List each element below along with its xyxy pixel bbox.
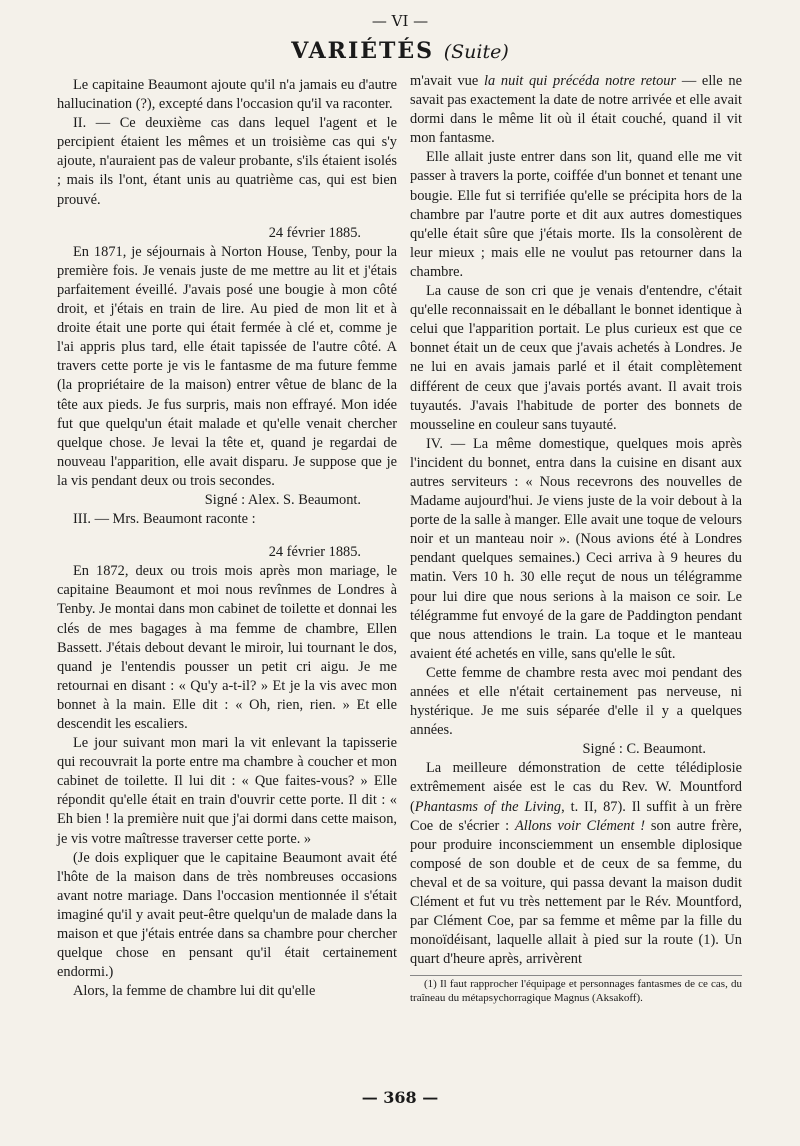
signature: Signé : C. Beaumont.	[582, 741, 706, 758]
book-title: Phantasms of the Living	[414, 798, 562, 815]
paragraph: II. — Ce deuxième cas dans lequel l'agent et le percipient étaient les mêmes et un troisième cas qui s'y ajoute, n'auraient pas de valeur probante, s'ils étaient isolés ; mais ils l'ont, étant unis au quatrième cas, qui est bien prouvé.	[57, 115, 397, 208]
section-number: — VI —	[371, 12, 429, 30]
section-title	[0, 38, 800, 64]
text-run: — elle ne savait pas exactement la date de notre arrivée et elle avait dormi dans le même lit où il était couché, quand il vit mon fantasme.	[410, 73, 742, 147]
title-suffix: (Suite)	[443, 41, 509, 63]
paragraph: En 1871, je séjournais à Norton House, Tenby, pour la première fois. Je venais juste de me mettre au lit et j'étais parfaitement éveillé. J'avais posé une bougie à mon côté droit, et j'étais en train de lire. Au pied de mon lit et à droite était une porte qui était fermée à clé et, comme je l'ai appris plus tard, elle était tapissée de l'autre côté. A travers cette porte je vis le fantasme de ma future femme (la propriétaire de la maison) entrer vêtue de blanc de la tête aux pieds. Je fus surpris, mais non effrayé. Mon idée fut que quelqu'un était malade et qu'elle venait chercher quelque chose. Je levai la tête et, quand je regardai de nouveau l'apparition, elle avait disparu. Je suppose que je la vis pendant deux ou trois secondes.	[57, 243, 397, 489]
left-column	[57, 76, 397, 1001]
paragraph: Le capitaine Beaumont ajoute qu'il n'a jamais eu d'autre hallucination (?), excepté dans l'occasion qu'il va raconter.	[57, 77, 397, 113]
text-run: m'avait vue	[410, 73, 479, 89]
title-main: VARIÉTÉS	[291, 38, 435, 64]
footnote: (1) Il faut rapprocher l'équipage et personnages fantasmes de ce cas, du traîneau du métapsychorragique Magnus (Aksakoff).	[410, 975, 742, 1005]
text-run: son autre frère, pour produire inconsciemment un ensemble diplosique composé de son double et de ceux de sa femme, du cheval et de sa voiture, qui passa devant la maison dudit Clément et fut vu très nettement par le Rév. Mountford, par Clément Coe, par sa femme et même par la fille du monoïdéisant, laquelle allait à pied sur la route (1). Un quart d'heure après, arrivèrent	[410, 817, 742, 968]
paragraph: Alors, la femme de chambre lui dit qu'elle	[73, 983, 316, 1000]
paragraph: Cette femme de chambre resta avec moi pendant des années et elle n'était certainement pas nerveuse, ni hystérique. Je me suis séparée d'elle il y a quelques années.	[410, 664, 742, 739]
page-number: — 368 —	[361, 1088, 439, 1107]
paragraph	[410, 72, 742, 148]
paragraph: III. — Mrs. Beaumont raconte :	[73, 511, 256, 528]
date-line: 24 février 1885.	[268, 544, 361, 561]
right-column	[410, 72, 742, 1005]
date-line: 24 février 1885.	[268, 224, 361, 241]
signature: Signé : Alex. S. Beaumont.	[204, 491, 361, 508]
paragraph: En 1872, deux ou trois mois après mon mariage, le capitaine Beaumont et moi nous revînmes de Londres à Tenby. Je montai dans mon cabinet de toilette et donnai les clés de mes bagages à ma femme de chambre, Ellen Bassett. J'étais debout devant le miroir, lui tournant le dos, quand je l'entendis pousser un petit cri aigu. Je me retournai en disant : « Qu'y a-t-il? » Et je la vis avec mon bonnet à la main. Elle dit : « Oh, rien, rien. » Et elle descendit les escaliers.	[57, 563, 397, 732]
text-run: , t. II, 87). Il suffit à un frère Coe de s'écrier :	[410, 798, 742, 834]
text-run: La meilleure démonstration de cette télédiplosie extrêmement aisée est le cas du Rev. W. Mountford (	[410, 760, 742, 815]
paragraph: Le jour suivant mon mari la vit enlevant la tapisserie qui recouvrait la porte entre ma chambre à coucher et mon cabinet de toilette. Il lui dit : « Que faites-vous? » Elle répondit qu'elle était en train d'ouvrir cette porte. Il dit : « Eh bien ! la première nuit que j'ai dormi dans cette maison, je vis votre maîtresse traverser cette porte. »	[57, 735, 397, 847]
paragraph: (Je dois expliquer que le capitaine Beaumont avait été l'hôte de la maison dans de très nombreuses occasions avant notre mariage. Dans l'occasion mentionnée il s'était imaginé qu'il y avait peut-être quelqu'un de malade dans la maison et que j'étais entrée dans sa chambre pour chercher quelque chose en pensant qu'il était certainement endormi.)	[57, 849, 397, 981]
paragraph: IV. — La même domestique, quelques mois après l'incident du bonnet, entra dans la cuisine en disant aux autres serviteurs : « Nous recevrons des nouvelles de Madame aujourd'hui. Je viens juste de la voir debout à la porte de la salle à manger. Elle avait une toque de velours noir et un manteau noir ». (Nous avions été à Londres pendant quelques semaines.) Ceci arriva à 9 heures du matin. Vers 10 h. 30 elle reçut de nous un télégramme pour lui dire que nous serions à la maison ce soir. Le télégramme fut envoyé de la gare de Paddington pendant que nous attendions le train. La toque et le manteau avaient été achetés en ville, sans qu'elle le sût.	[410, 435, 742, 662]
emphasis: Allons voir Clément !	[514, 817, 646, 834]
paragraph	[410, 759, 742, 969]
emphasis: la nuit qui précéda notre retour	[483, 73, 677, 89]
paragraph: Elle allait juste entrer dans son lit, quand elle me vit passer à travers la porte, coiffée d'un bonnet et tenant une bougie. Elle fut si terrifiée qu'elle se précipita hors de la chambre par l'autre porte et dit aux autres domestiques qu'elle était sûre que j'étais morte. Ils la consolèrent de leur mieux ; mais elle ne voulut pas retourner dans la chambre.	[410, 149, 742, 280]
paragraph: La cause de son cri que je venais d'entendre, c'était qu'elle reconnaissait en le déballant le bonnet identique à celui que l'apparition portait. Le plus curieux est que ce bonnet était un de ceux que j'avais achetés à Londres. Je ne lui en avais jamais parlé et il était complètement différent de ceux que j'avais portés avant. Il avait trois tuyautés. J'avais l'habitude de porter des bonnets de mousseline en couleur sans tuyauté.	[410, 283, 742, 433]
